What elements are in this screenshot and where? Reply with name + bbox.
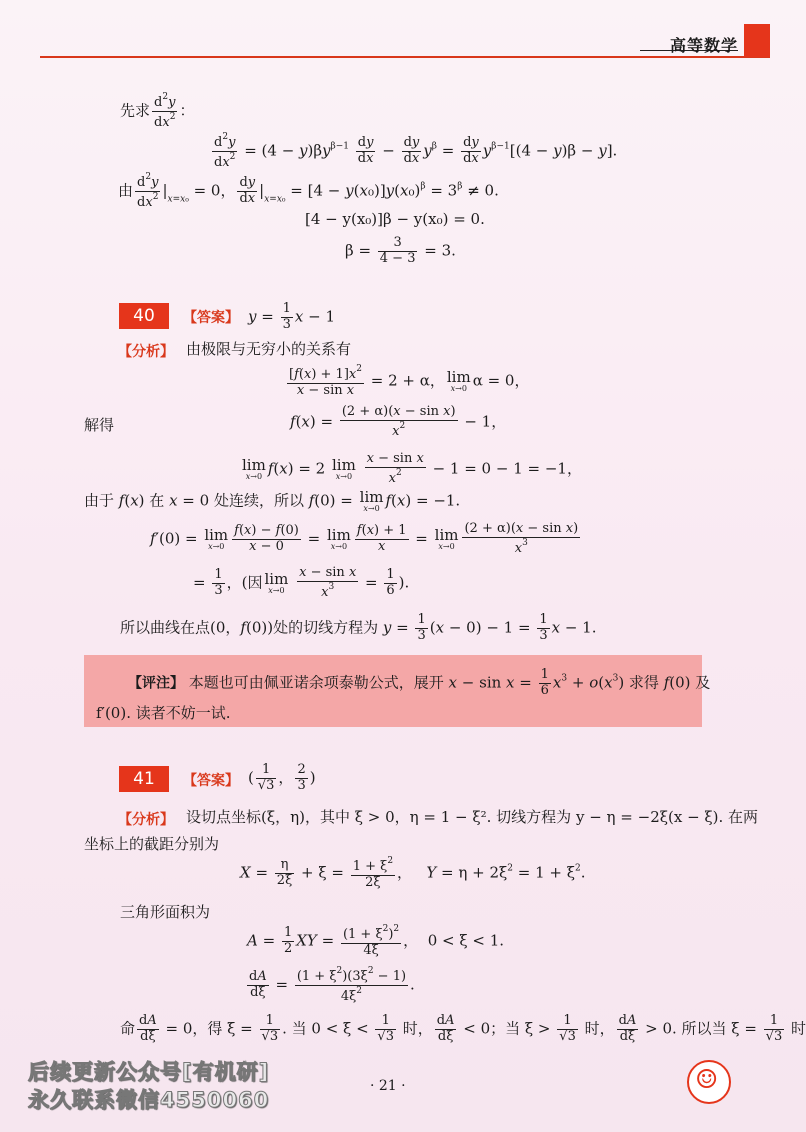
problem-40-badge: 40 — [119, 303, 169, 329]
p40-eq1: $\frac{[f(x) + 1]x^2}{\text{x − sin x}}$ = 2 + α， lim x→0 α = 0， — [289, 364, 530, 398]
p40-answer-label: 【答案】 — [183, 310, 239, 326]
p41-eq4: 命 $\frac{dA}{d\xi}$ = 0，得 ξ = $\frac{1}{√3}$ . 当 0 < ξ < $\frac{1}{√3}$ 时， $\frac{dA}{d\xi}$ < 0；当 ξ > $\frac{1}{√3}$ 时， $\frac{dA}{d\xi}$ > 0. 所以当 ξ = $\frac{1}{√3}$ 时 — [120, 1013, 806, 1044]
p40-analysis-label: 【分析】 — [118, 344, 174, 360]
top-line-3-prefix: 由 — [118, 181, 134, 200]
p41-analysis-label: 【分析】 — [118, 812, 174, 828]
p40-analysis-text: 由极限与无穷小的关系有 — [186, 340, 352, 358]
p41-eq3: $\frac{dA}{d\xi}$ = $\frac{(1 + \xi^2)(3\xi^2 - 1)}{4\xi^2}$ . — [249, 966, 415, 1004]
p40-eq5: f′(0) = lim x→0 $\frac{f(x) - f(0)}{x - 0}$ = lim x→0 $\frac{f(x) + 1}{x}$ = lim x→0 $\frac{\text{(2 + α)(x − sin x)}}{x^3}$ — [150, 521, 579, 556]
problem-41-badge: 41 — [119, 766, 169, 792]
watermark-line-1: 后续更新公众号[有机研] — [28, 1060, 270, 1084]
watermark-line-2: 永久联系微信4550060 — [28, 1088, 270, 1112]
p41-line-1: 设切点坐标(ξ，η)，其中 ξ > 0，η = 1 − ξ². 切线方程为 y − η = −2ξ(x − ξ). 在两 — [186, 808, 759, 826]
p40-eq2: f(x) = $\frac{\text{(2 + α)(x − sin x)}}{x^2}$ − 1， — [290, 404, 507, 439]
smiley-mascot-icon: ☺ — [687, 1060, 731, 1104]
p40-eq6: = $\frac{1}{3}$ ，(因 lim x→0 $\frac{\text{x − sin x}}{x^3}$ = $\frac{1}{6}$ ). — [193, 565, 410, 600]
p41-answer: ( $\frac{1}{√3}$ ， $\frac{2}{3}$ ) — [248, 762, 316, 793]
header-accent-bar — [744, 24, 770, 57]
p40-eq7: 所以曲线在点(0，f(0))处的切线方程为 y = $\frac{1}{3}$ (x − 0) − 1 = $\frac{1}{3}$ x − 1. — [120, 612, 597, 643]
p41-eq1: X = $\frac{\eta}{2\xi}$ + ξ = $\frac{1 + \xi^2}{2\xi}$ ， $Y = \eta + 2\xi^2 = 1 + \xi^2$. — [240, 856, 586, 890]
p40-eq3: lim x→0 f(x) = 2 lim x→0 $\frac{\text{x − sin x}}{x^2}$ − 1 = 0 − 1 = −1， — [242, 451, 582, 486]
top-line-1: 先求 $\frac{d^2y}{dx^2}$ ： — [120, 92, 195, 130]
p40-eq4: 由于 f(x) 在 x = 0 处连续，所以 f(0) = lim x→0 f(x) = −1. — [84, 488, 461, 513]
note-label: 【评注】 — [128, 675, 184, 692]
top-line-5: β = $\frac{3}{4 - 3}$ = 3. — [345, 235, 456, 266]
top-line-2: $\frac{d^2y}{dx^2}$ = $(4 - y)\beta y^{\beta-1}$ $\frac{dy}{dx}$ − $\frac{dy}{dx}$ $y^\beta$ = $\frac{dy}{dx}$ $y^{\beta-1}[(4 - y)\beta - y]$. — [214, 132, 618, 170]
header-title: 高等数学 — [669, 36, 738, 55]
p40-answer: y = $\frac{1}{3}$ x − 1 — [248, 301, 335, 332]
top-line-1-prefix: 先求 — [120, 101, 151, 120]
top-line-3: 由 $\frac{d^2y}{dx^2}$ $|_{x=x_0} = 0$， $\frac{dy}{dx}$ $|_{x=x_0} = [4 - y(x_0)]y(x_0)^\beta = 3^\beta \ne 0$. — [118, 172, 499, 210]
page-number: · 21 · — [370, 1078, 406, 1094]
top-line-4: [4 − y(x₀)]β − y(x₀) = 0. — [305, 210, 485, 228]
p41-eq2: A = $\frac{1}{2}$ XY = $\frac{(1 + \xi^2)^2}{4\xi}$ ， 0 < ξ < 1. — [247, 924, 505, 958]
p41-line-2: 坐标上的截距分别为 — [84, 835, 220, 853]
p40-jiede: 解得 — [84, 416, 115, 434]
p41-line-3: 三角形面积为 — [120, 903, 211, 921]
header-rule — [40, 56, 770, 58]
p41-answer-label: 【答案】 — [183, 773, 239, 789]
note-line-1: 【评注】 本题也可由佩亚诺余项泰勒公式，展开 x − sin x = $\frac{1}{6}$ $x^3 + o(x^3)$ 求得 f(0) 及 — [128, 667, 711, 698]
note-line-2: f′(0). 读者不妨一试. — [96, 704, 231, 722]
